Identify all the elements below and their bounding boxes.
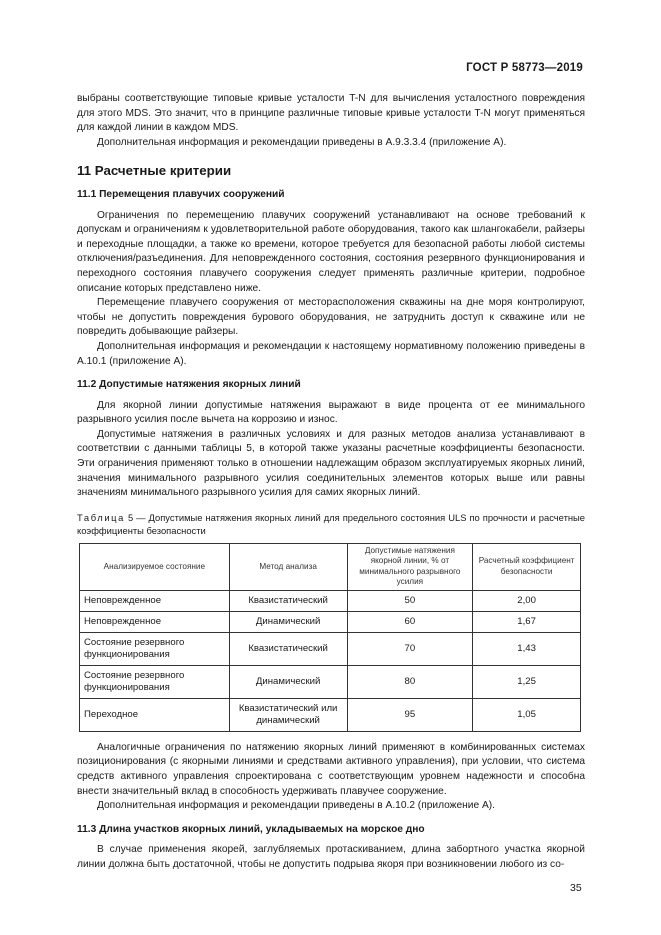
table-cell: 1,67 <box>473 611 581 632</box>
column-header: Допустимые натяжения якорной линии, % от минимального разрывного усилия <box>347 543 473 590</box>
table-cell: Квазистатический или динамический <box>229 698 347 731</box>
table-cell: 60 <box>347 611 473 632</box>
table-caption-prefix: Таблица <box>77 511 125 523</box>
table-caption <box>77 511 585 537</box>
table-row <box>80 665 581 698</box>
paragraph: Ограничения по перемещению плавучих сооружений устанавливают на основе требований к допускам и ограничениям к удовлетворительной работе оборудования, такого как шлангокабели, райзеры и переходные площадки, а также ко времени, которое требуется для безопасной работы любой системы отключения/разъединения. Для неповрежденного состояния, состояния резервного функционирования и переходного состояния плавучего сооружения следует применять различные критерии, подробное описание которых представлено ниже. <box>77 209 585 294</box>
paragraph: Аналогичные ограничения по натяжению якорных линий применяют в комбинированных системах позиционирования (с якорными линиями и средствами активного управления), при условии, что система средств активного управления спроектирована с соответствующим уровнем надежности и способна внести значительный вклад в способность удерживать плавучее сооружение. <box>77 741 585 797</box>
paragraph: В случае применения якорей, заглубляемых протаскиванием, длина забортного участка якорной линии должна быть достаточной, чтобы не допустить подрыва якоря при возникновении любого из со- <box>77 844 585 870</box>
paragraph: Дополнительная информация и рекомендации к настоящему нормативному положению приведены в А.10.1 (приложение А). <box>77 340 585 367</box>
table-cell: 1,05 <box>473 698 581 731</box>
table-cell: Динамический <box>229 665 347 698</box>
table-cell: Неповрежденное <box>80 611 230 632</box>
table-cell: Переходное <box>80 698 230 731</box>
table-cell: Квазистатический <box>229 590 347 611</box>
subsection-heading: 11.2 Допустимые натяжения якорных линий <box>77 379 301 391</box>
paragraph: Дополнительная информация и рекомендации приведены в А.10.2 (приложение А). <box>97 800 495 812</box>
table-row <box>80 590 581 611</box>
table-cell: Динамический <box>229 611 347 632</box>
table-cell: 1,43 <box>473 632 581 665</box>
subsection-heading: 11.1 Перемещения плавучих сооружений <box>77 188 285 200</box>
table-cell: 1,25 <box>473 665 581 698</box>
table-cell: 95 <box>347 698 473 731</box>
page-number: 35 <box>570 882 582 894</box>
column-header: Расчетный коэффициент безопасности <box>473 543 581 590</box>
subsection-heading: 11.3 Длина участков якорных линий, укладываемых на морское дно <box>77 823 425 835</box>
allowable-tensions-table <box>79 543 581 732</box>
table-caption-text: 5 — Допустимые натяжения якорных линий для предельного состояния ULS по прочности и расчетные коэффициенты безопасности <box>77 511 585 536</box>
table-cell: 50 <box>347 590 473 611</box>
paragraph: Дополнительная информация и рекомендации приведены в А.9.3.3.4 (приложение А). <box>97 136 507 148</box>
section-heading: 11 Расчетные критерии <box>77 163 232 179</box>
standard-header: ГОСТ Р 58773—2019 <box>466 62 583 74</box>
table-cell: Состояние резервного функционирования <box>80 665 230 698</box>
paragraph: Для якорной линии допустимые натяжения выражают в виде процента от ее минимального разрывного усилия после вычета на коррозию и износ. <box>77 399 585 426</box>
table-cell: 70 <box>347 632 473 665</box>
table-cell: Квазистатический <box>229 632 347 665</box>
table-cell: Состояние резервного функционирования <box>80 632 230 665</box>
column-header: Метод анализа <box>229 543 347 590</box>
paragraph: Перемещение плавучего сооружения от месторасположения скважины на дне моря контролируют, чтобы не допустить повреждения бурового оборудования, не затруднить доступ к скважине или не повредить добывающие райзеры. <box>77 297 585 338</box>
table-header-row <box>80 543 581 590</box>
table-row <box>80 698 581 731</box>
table-cell: Неповрежденное <box>80 590 230 611</box>
column-header: Анализируемое состояние <box>80 543 230 590</box>
paragraph: выбраны соответствующие типовые кривые усталости T-N для вычисления усталостного повреждения для этого MDS. Это значит, что в принципе различные типовые кривые усталости T-N могут применяться для каждой линии в каждом MDS. <box>77 93 585 134</box>
table-cell: 2,00 <box>473 590 581 611</box>
document-body <box>77 92 585 873</box>
paragraph: Допустимые натяжения в различных условиях и для разных методов анализа устанавливают в соответствии с данными таблицы 5, в которой также указаны расчетные коэффициенты безопасности. Эти ограничения применяют только в отношении надлежащим образом эксплуатируемых якорных линий, значения минимального разрывного усилия соединительных элементов которых выше или равны значениям минимального разрывного усилия для самих якорных линий. <box>77 428 585 499</box>
table-row <box>80 632 581 665</box>
table-cell: 80 <box>347 665 473 698</box>
table-row <box>80 611 581 632</box>
